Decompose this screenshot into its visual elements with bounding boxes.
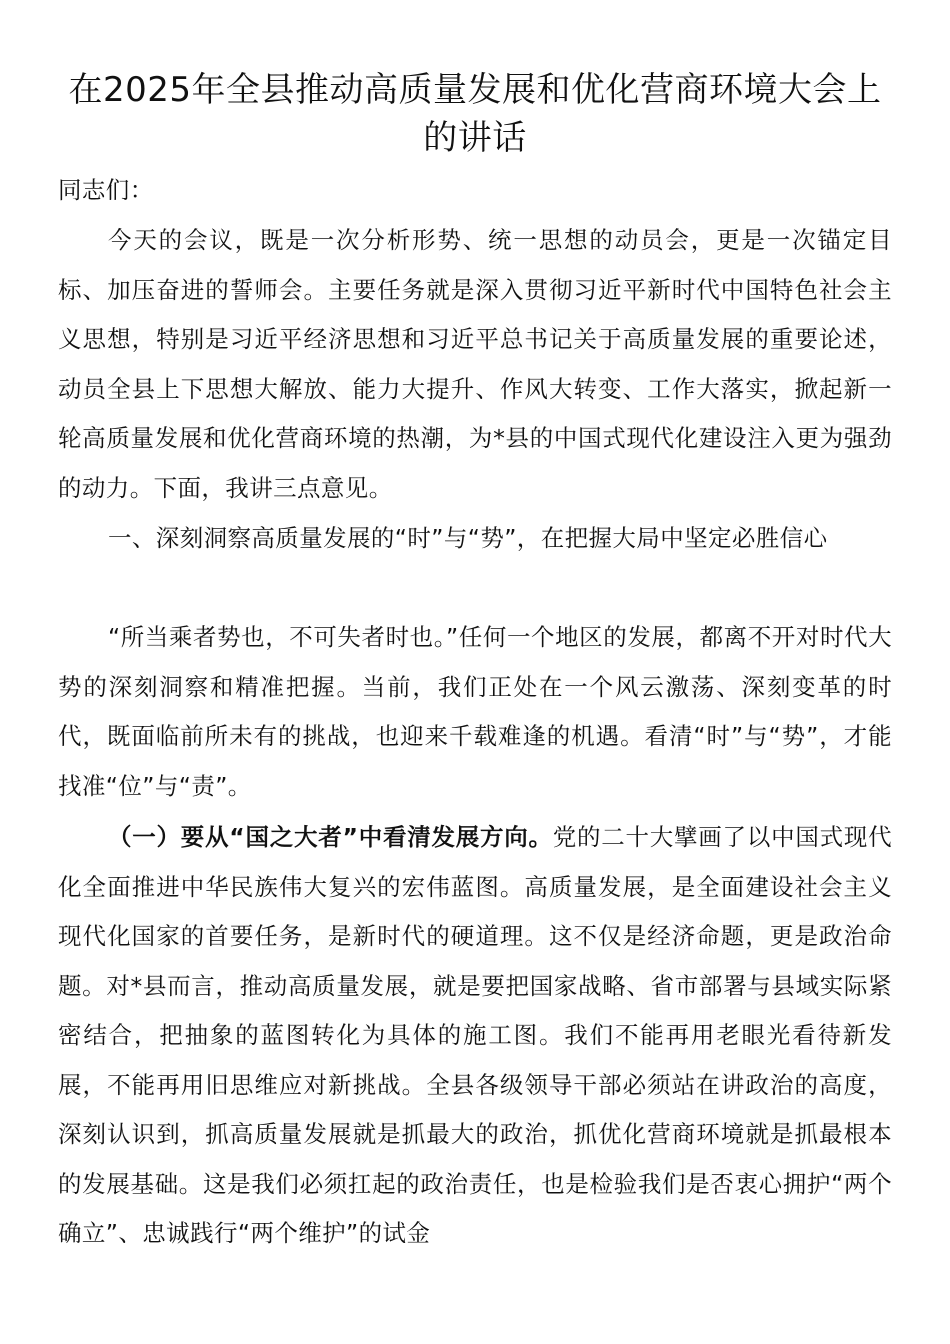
- section-heading: 一、深刻洞察高质量发展的“时”与“势”，在把握大局中坚定必胜信心: [108, 524, 828, 552]
- subsection-paragraph: [58, 813, 892, 1259]
- document-title: 在2025年全县推动高质量发展和优化营商环境大会上的讲话: [68, 70, 882, 158]
- section-intro-paragraph: “所当乘者势也，不可失者时也。”任何一个地区的发展，都离不开对时代大势的深刻洞察和精准把握。当前，我们正处在一个风云激荡、深刻变革的时代，既面临前所未有的挑战，也迎来千载难逢的机遇。看清“时”与“势”，才能找准“位”与“责”。: [58, 623, 892, 800]
- subsection-body: 党的二十大擘画了以中国式现代化全面推进中华民族伟大复兴的宏伟蓝图。高质量发展，是全面建设社会主义现代化国家的首要任务，是新时代的硬道理。这不仅是经济命题，更是政治命题。对*县而言，推动高质量发展，就是要把国家战略、省市部署与县域实际紧密结合，把抽象的蓝图转化为具体的施工图。我们不能再用老眼光看待新发展，不能再用旧思维应对新挑战。全县各级领导干部必须站在讲政治的高度，深刻认识到，抓高质量发展就是抓最大的政治，抓优化营商环境就是抓最根本的发展基础。这是我们必须扛起的政治责任，也是检验我们是否衷心拥护“两个确立”、忠诚践行“两个维护”的试金: [58, 823, 892, 1247]
- salutation: 同志们：: [58, 176, 154, 204]
- intro-paragraph: 今天的会议，既是一次分析形势、统一思想的动员会，更是一次锚定目标、加压奋进的誓师会。主要任务就是深入贯彻习近平新时代中国特色社会主义思想，特别是习近平经济思想和习近平总书记关于高质量发展的重要论述，动员全县上下思想大解放、能力大提升、作风大转变、工作大落实，掀起新一轮高质量发展和优化营商环境的热潮，为*县的中国式现代化建设注入更为强劲的动力。下面，我讲三点意见。: [58, 226, 892, 502]
- subsection-heading: （一）要从“国之大者”中看清发展方向。: [108, 823, 553, 851]
